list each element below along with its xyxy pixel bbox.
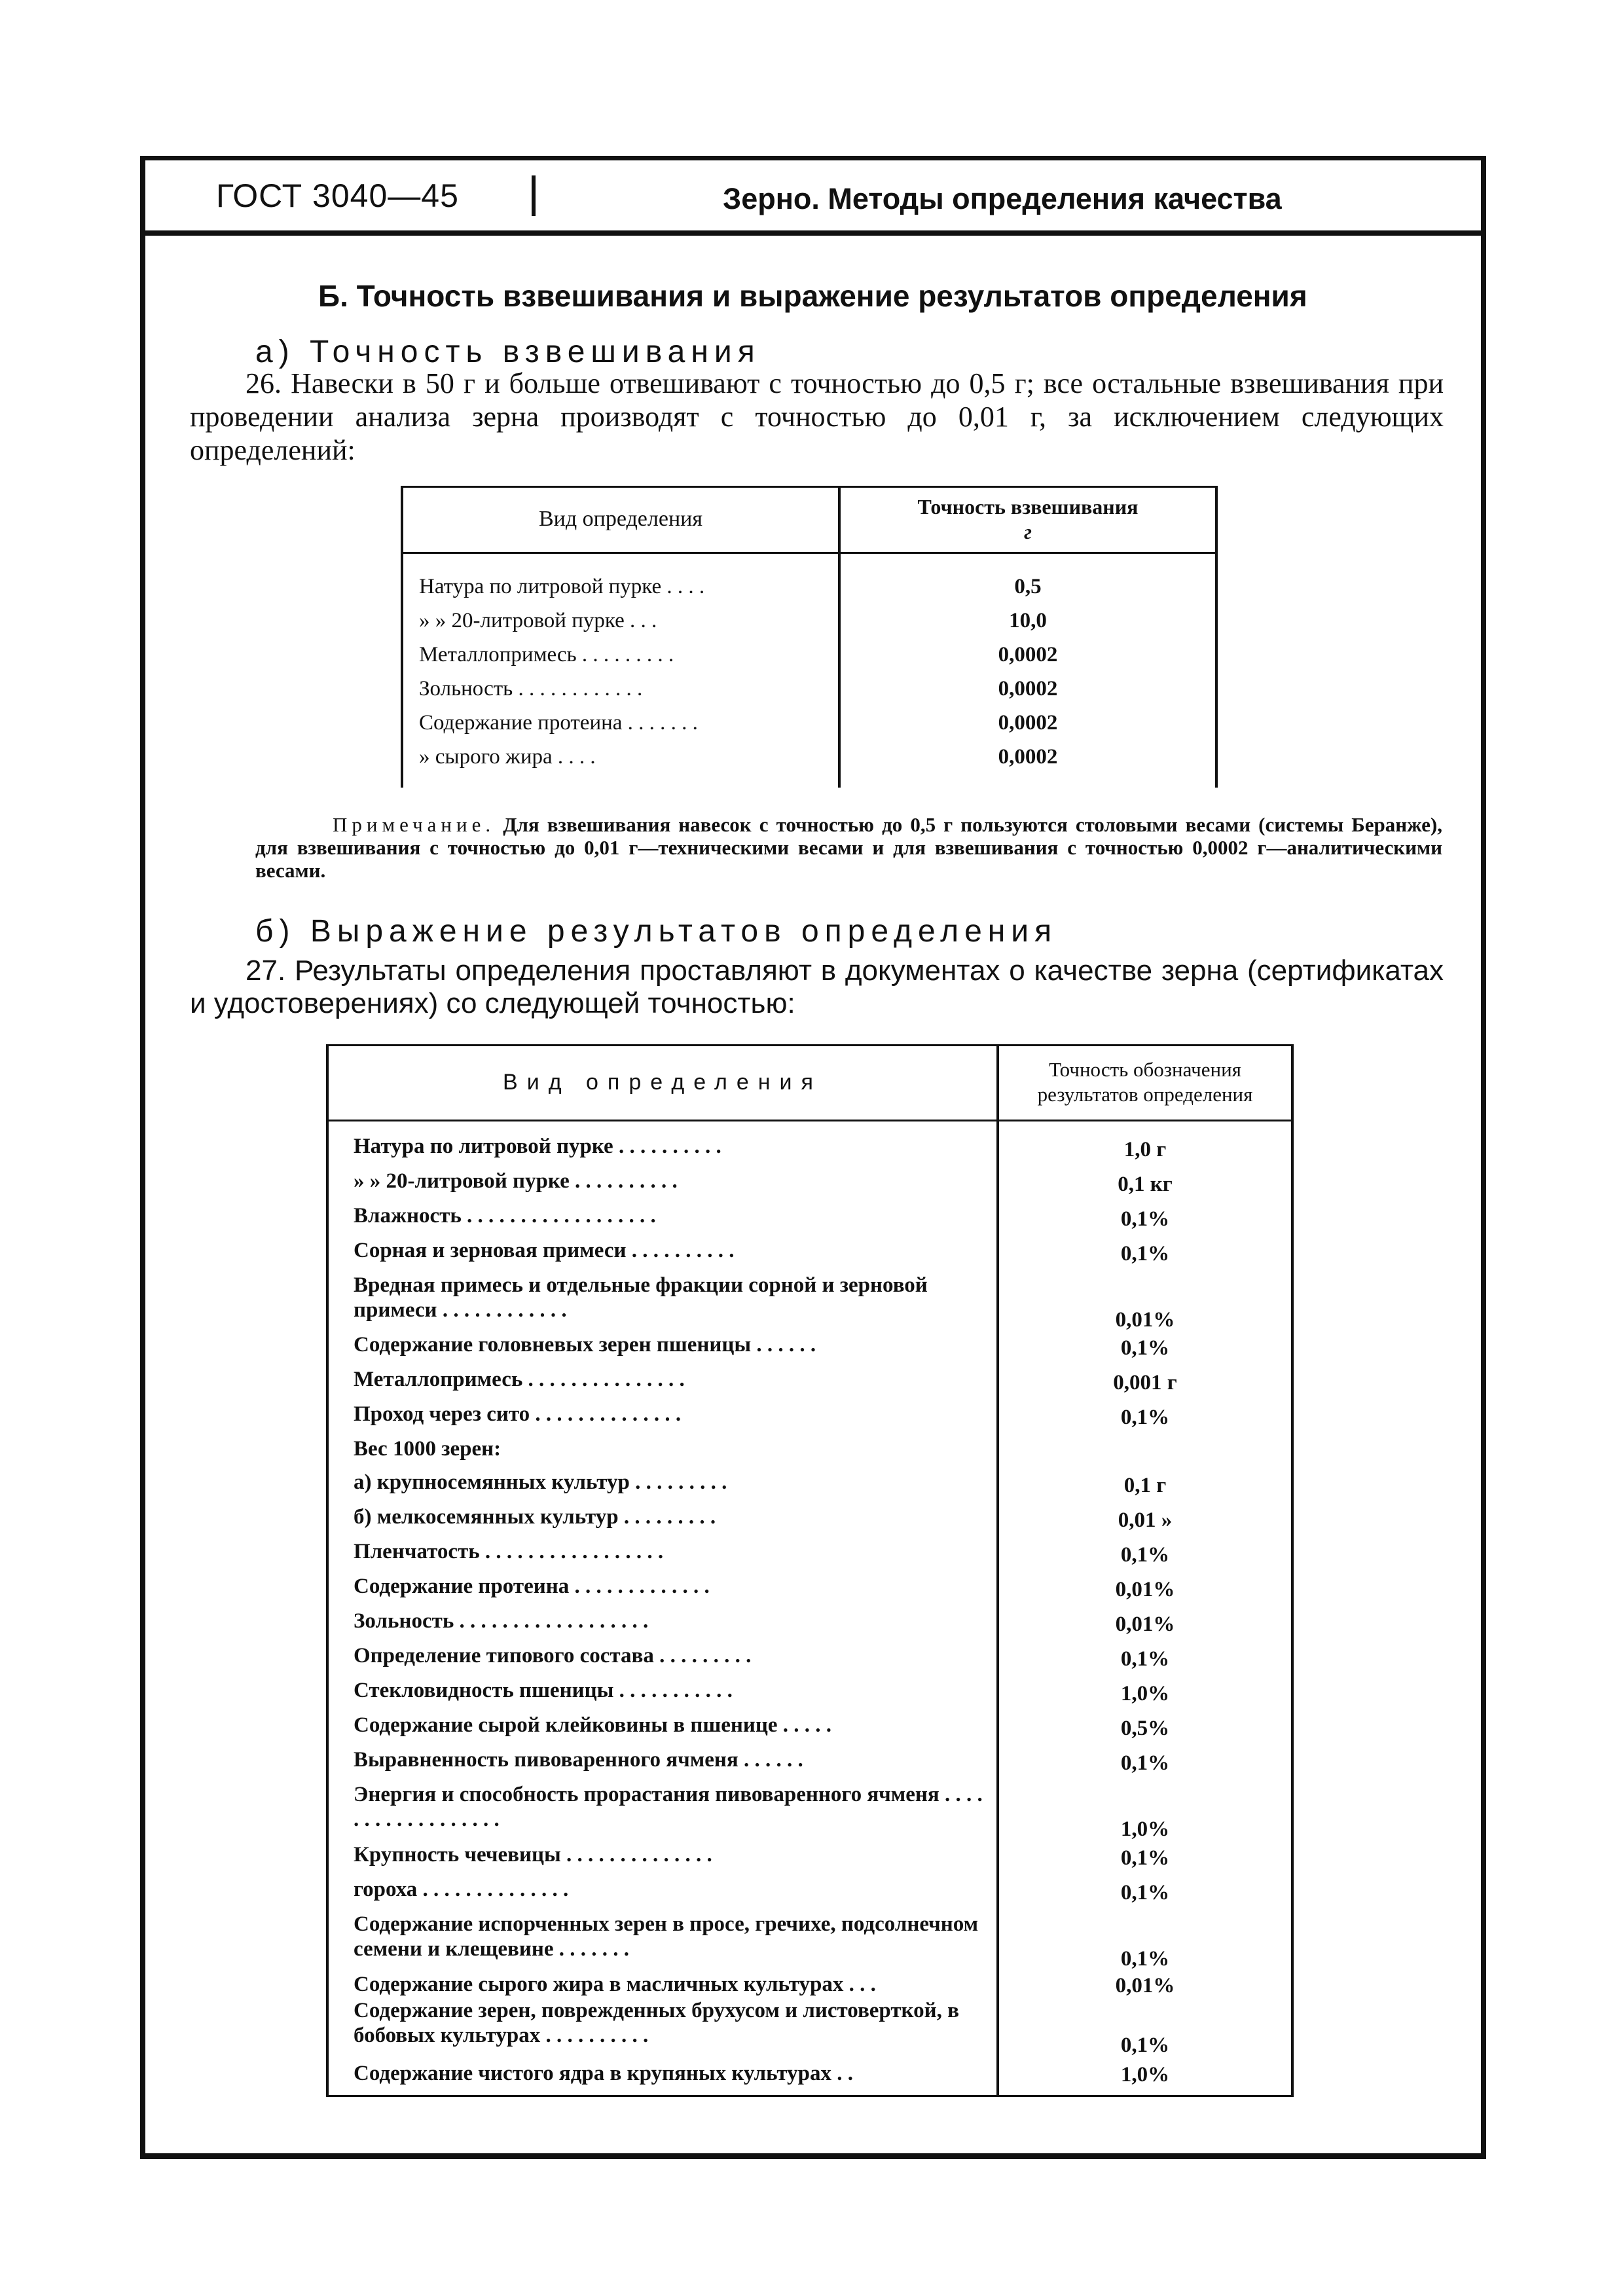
table1-header-precision-label: Точность взвешивания (917, 495, 1139, 519)
subsection-a-heading: а) Точность взвешивания (255, 335, 761, 369)
table2-row-name: Энергия и способность прорастания пивоваренного ячменя . . . . . . . . . . . . . . . . . . (354, 1783, 983, 1831)
table2-row-value: 1,0% (1120, 1817, 1170, 1841)
table2-row-value: 0,1% (1120, 1406, 1170, 1429)
section-heading-b: Б. Точность взвешивания и выражение результатов определения (318, 279, 1307, 313)
note (255, 813, 1442, 882)
table2-row-value: 0,1% (1120, 1947, 1170, 1971)
table2-row-value: 0,01% (1115, 1308, 1175, 1332)
table1-row-value: 0,0002 (998, 643, 1058, 666)
table1-row-name: Металлопримесь . . . . . . . . . (419, 643, 674, 666)
note-text: Для взвешивания навесок с точностью до 0,5 г пользуются столовыми весами (системы Беранже), для взвешивания с точностью до 0,01 г—техническими весами и для взвешивания с точностью 0,0002 г—аналитическими весами. (255, 813, 1443, 882)
table1-row-value: 10,0 (1009, 609, 1047, 632)
table2-row-name: Вес 1000 зерен: (354, 1437, 501, 1461)
table2-row-value: 1,0% (1120, 1682, 1170, 1705)
table2-header-precision (999, 1046, 1291, 1118)
table1-row-value: 0,0002 (998, 677, 1058, 701)
table2-row-value: 0,1% (1120, 1336, 1170, 1360)
subsection-b-heading: б) Выражение результатов определения (255, 914, 1058, 949)
table1-row-value: 0,5 (1014, 575, 1042, 598)
table2-row-name: Вредная примесь и отдельные фракции сорной и зерновой примеси . . . . . . . . . . . . (354, 1273, 928, 1322)
table2-header-line1: Точность обозначения (1049, 1058, 1241, 1081)
table1-row-name: Зольность . . . . . . . . . . . . (419, 677, 643, 701)
table2-column-divider (996, 1045, 999, 2096)
table2-row-value: 0,1 г (1123, 1474, 1167, 1497)
table2-row-name: гороха . . . . . . . . . . . . . . (354, 1878, 569, 1901)
standard-number: ГОСТ 3040—45 (216, 177, 459, 214)
table2-row-name: Содержание головневых зерен пшеницы . . . . . . (354, 1333, 816, 1357)
table1-row-value: 0,0002 (998, 711, 1058, 735)
paragraph-27: 27. Результаты определения проставляют в документах о качестве зерна (сертификатах и удостоверениях) со следующей точностью: (190, 955, 1444, 1019)
table2-row-name: Содержание сырой клейковины в пшенице . . . . . (354, 1713, 832, 1737)
table2-bottom-rule (326, 2095, 1294, 2097)
table2-row-value: 0,01% (1115, 1578, 1175, 1601)
table2-row-name: Содержание испорченных зерен в просе, гречихе, подсолнечном семени и клещевине . . . . . . . (354, 1912, 979, 1961)
table2-row-value: 0,1% (1120, 1543, 1170, 1567)
table2-row-value: 1,0 г (1123, 1138, 1167, 1161)
table2-row-name: Влажность . . . . . . . . . . . . . . . . . . (354, 1204, 656, 1228)
table2-row-value: 0,1% (1120, 1647, 1170, 1671)
table2-row-name: Натура по литровой пурке . . . . . . . . . . (354, 1135, 721, 1158)
table2-row-value: 0,001 г (1113, 1371, 1177, 1394)
table2-row-name: Металлопримесь . . . . . . . . . . . . . . . (354, 1368, 685, 1391)
table1-row-name: Содержание протеина . . . . . . . (419, 711, 698, 735)
table1-header-precision (841, 488, 1215, 551)
table2-header-type: Вид определения (503, 1069, 822, 1095)
document-title: Зерно. Методы определения качества (723, 182, 1282, 215)
table2-header-line2: результатов определения (1037, 1083, 1253, 1106)
header-separator (532, 175, 536, 216)
table2-row-value: 0,1% (1120, 1242, 1170, 1266)
table2-row-name: Проход через сито . . . . . . . . . . . . . . (354, 1402, 682, 1426)
table2-row-value: 0,01 » (1118, 1508, 1173, 1532)
table1-header-type: Вид определения (539, 507, 702, 531)
table1-header-unit: г (1024, 520, 1032, 543)
table2-row-name: а) крупносемянных культур . . . . . . . . . (354, 1470, 727, 1494)
table2-row-name: Содержание сырого жира в масличных культурах . . . (354, 1973, 876, 1996)
table2-row-value: 0,1% (1120, 2033, 1170, 2057)
bottom-rule (140, 2154, 1486, 2159)
table1-row-value: 0,0002 (998, 745, 1058, 769)
header-rule (140, 230, 1486, 236)
note-label: Примечание. (333, 813, 496, 836)
table2-row-value: 0,1% (1120, 1881, 1170, 1904)
table2-row-value: 1,0% (1120, 2063, 1170, 2086)
table2-row-value: 0,01% (1115, 1613, 1175, 1636)
table2-row-name: » » 20-литровой пурке . . . . . . . . . . (354, 1169, 678, 1193)
table2-row-name: Содержание чистого ядра в крупяных культурах . . (354, 2062, 853, 2085)
table2-row-name: Зольность . . . . . . . . . . . . . . . . . . (354, 1609, 649, 1633)
table2-row-name: Крупность чечевицы . . . . . . . . . . . . . . (354, 1843, 712, 1867)
table2-row-value: 0,5% (1120, 1717, 1170, 1740)
table2-row-name: Сорная и зерновая примеси . . . . . . . . . . (354, 1239, 735, 1262)
table2-header-rule (326, 1120, 1294, 1121)
table2-row-value: 0,1 кг (1118, 1173, 1173, 1196)
table1-row-name: » сырого жира . . . . (419, 745, 596, 769)
table2-row-name: Пленчатость . . . . . . . . . . . . . . . . . (354, 1540, 664, 1563)
table2-row-value: 0,1% (1120, 1207, 1170, 1231)
table1-row-name: Натура по литровой пурке . . . . (419, 575, 705, 598)
table2-row-value: 0,01% (1115, 1974, 1175, 1997)
table2-row-name: Выравненность пивоваренного ячменя . . . . . . (354, 1748, 803, 1772)
table1-header-rule (401, 552, 1218, 554)
table2-row-name: б) мелкосемянных культур . . . . . . . . . (354, 1505, 716, 1529)
table2-row-name: Содержание протеина . . . . . . . . . . . . . (354, 1575, 710, 1598)
table1-row-name: » » 20-литровой пурке . . . (419, 609, 657, 632)
table2-row-value: 0,1% (1120, 1846, 1170, 1870)
table2-row-name: Определение типового состава . . . . . . . . . (354, 1644, 752, 1667)
table2-row-name: Содержание зерен, поврежденных брухусом и листоверткой, в бобовых культурах . . . . . . . . . . (354, 1999, 959, 2047)
table2-row-name: Стекловидность пшеницы . . . . . . . . . . . (354, 1679, 733, 1702)
table2-row-value: 0,1% (1120, 1751, 1170, 1775)
paragraph-26: 26. Навески в 50 г и больше отвешивают с точностью до 0,5 г; все остальные взвешивания при проведении анализа зерна производят с точностью до 0,01 г, за исключением следующих определений: (190, 367, 1444, 466)
